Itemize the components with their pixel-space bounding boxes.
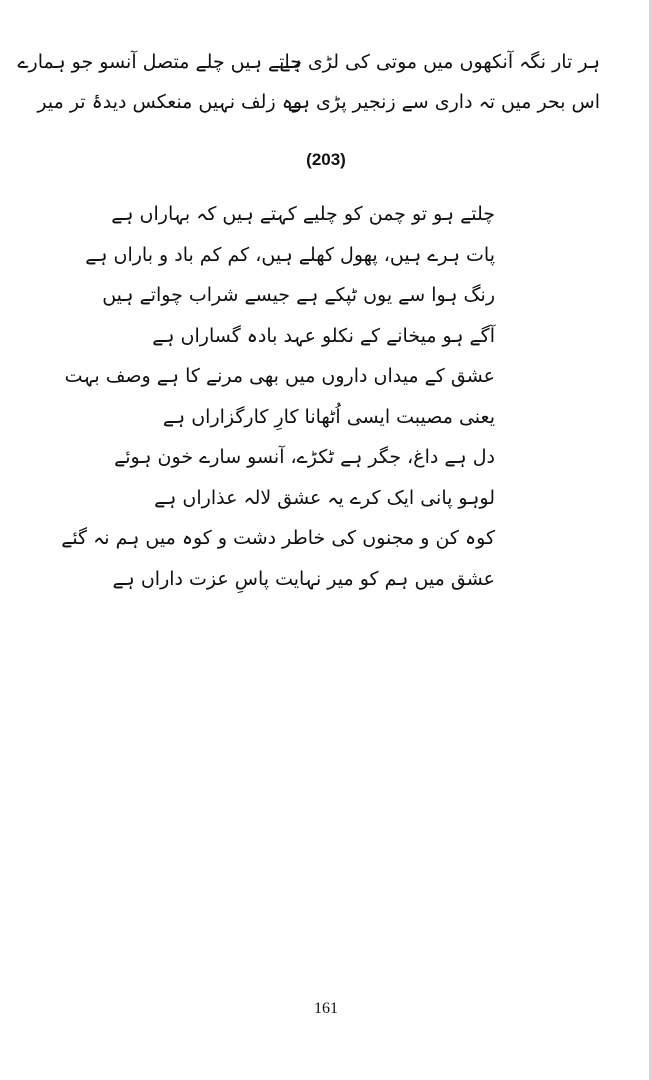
misra: ہر تار نگہ آنکھوں میں موتی کی لڑی ہے bbox=[279, 51, 600, 73]
ghazal-line: یعنی مصیبت ایسی اُٹھانا کارِ کارگزاراں ہے bbox=[162, 405, 495, 428]
couplet-row-1 bbox=[17, 42, 600, 82]
top-couplets bbox=[17, 42, 600, 122]
ghazal-line: چلتے ہو تو چمن کو چلیے کہتے ہیں کہ بہاراں ہے bbox=[111, 203, 495, 225]
ghazal-line: پات ہرے ہیں، پھول کھلے ہیں، کم کم باد و باراں ہے bbox=[85, 243, 495, 266]
ghazal-body bbox=[61, 194, 495, 599]
ghazal-line: رنگ ہوا سے یوں ٹپکے ہے جیسے شراب چواتے ہیں bbox=[102, 284, 495, 306]
page-number: 161 bbox=[314, 1000, 338, 1017]
ghazal-line: کوہ کن و مجنوں کی خاطر دشت و کوہ میں ہم نہ گئے bbox=[61, 527, 495, 549]
misra: وہ زلف نہیں منعکس دیدۂ تر میر bbox=[37, 91, 302, 113]
misra: اس بحر میں تہ داری سے زنجیر پڑی ہے bbox=[287, 91, 600, 113]
ghazal-line: عشق میں ہم کو میر نہایت پاسِ عزت داراں ہے bbox=[112, 567, 495, 590]
ghazal-line: لوہو پانی ایک کرے یہ عشق لالہ عذاراں ہے bbox=[154, 486, 495, 509]
ghazal-line: عشق کے میداں داروں میں بھی مرنے کا ہے وصف بہت bbox=[64, 365, 495, 387]
ghazal-number: (203) bbox=[306, 150, 346, 169]
ghazal-line: دل ہے داغ، جگر ہے ٹکڑے، آنسو سارے خون ہوئے bbox=[114, 446, 495, 468]
ghazal-line: آگے ہو میخانے کے نکلو عہد بادہ گساراں ہے bbox=[152, 324, 495, 347]
misra: جاتے ہیں چلے متصل آنسو جو ہمارے bbox=[17, 51, 302, 73]
couplet-row-2 bbox=[37, 82, 600, 122]
